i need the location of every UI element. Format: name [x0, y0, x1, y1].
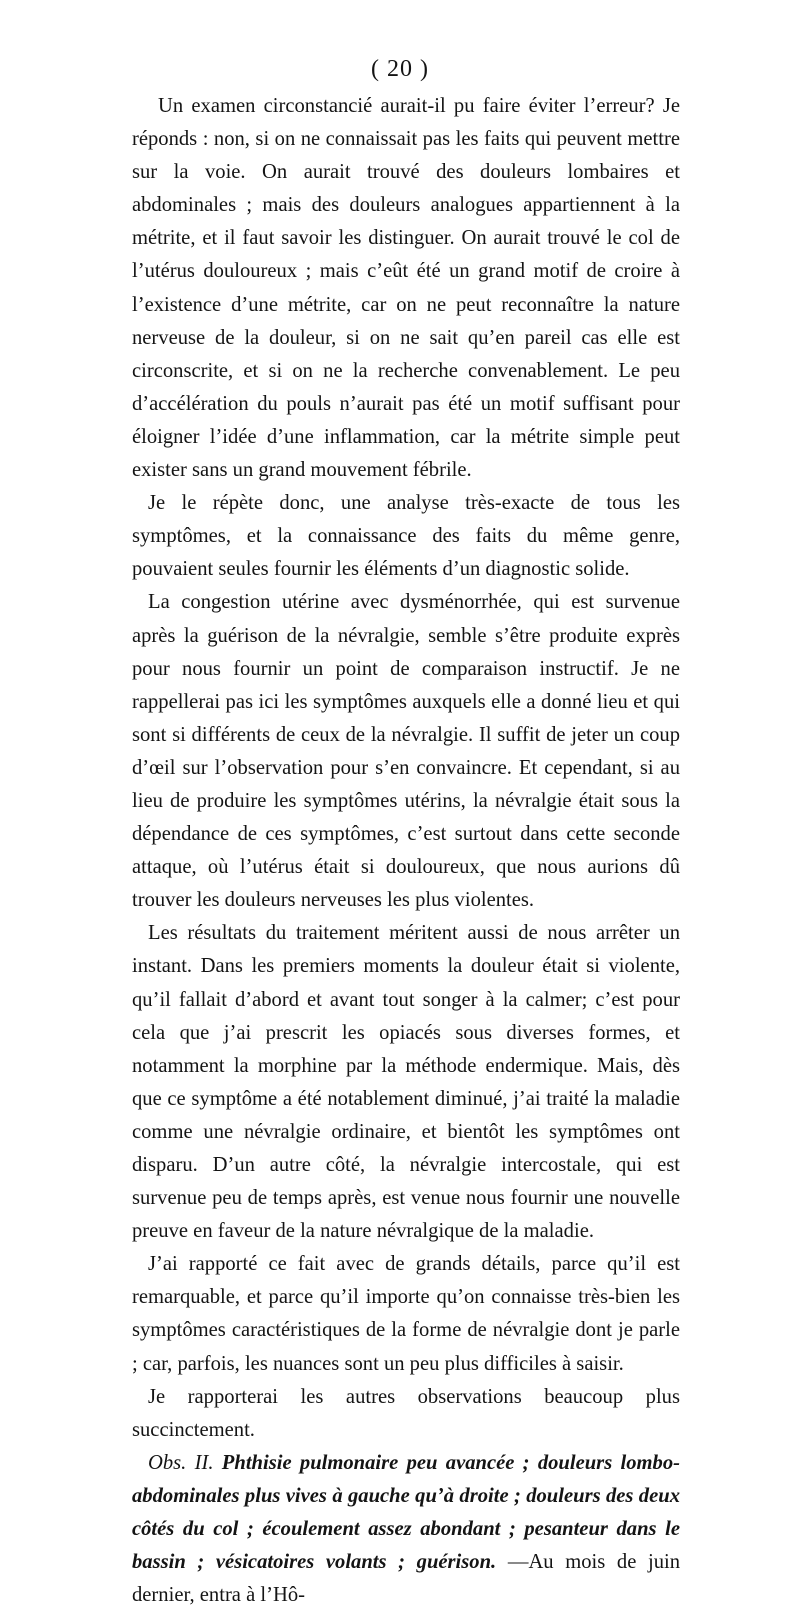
body-text: [132, 90, 680, 1612]
page-number: ( 20 ): [371, 56, 429, 82]
paragraph-traitement: Les résultats du traitement méritent aussi de nous arrêter un instant. Dans les premiers moments la douleur était si violente, qu’il fallait d’abord et avant tout songer à la calmer; c’est pour cela que j’ai prescrit les opiacés sous diverses formes, et notamment la morphine par la méthode endermique. Mais, dès que ce symptôme a été notablement diminué, j’ai traité la maladie comme une névralgie ordinaire, et bientôt les symptômes ont disparu. D’un autre côté, la névralgie intercostale, qui est survenue peu de temps après, est venue nous fournir une nouvelle preuve en faveur de la nature névralgique de la maladie.: [132, 922, 680, 1243]
observation-caption: Phthisie pulmonaire peu avancée ; douleurs lombo-abdominales plus vives à gauche qu’à droite ; douleurs des deux côtés du col ; écoulement assez abondant ; pesanteur dans le bassin ; vésicatoires volants ; guérison.: [132, 1451, 680, 1574]
paragraph-succinctement: Je rapporterai les autres observations beaucoup plus succinctement.: [132, 1385, 680, 1441]
paragraph-congestion: La congestion utérine avec dysménorrhée, qui est survenue après la guérison de la névralgie, semble s’être produite exprès pour nous fournir un point de comparaison instructif. Je ne rappellerai pas ici les symptômes auxquels elle a donné lieu et qui sont si différents de ceux de la névralgie. Il suffit de jeter un coup d’œil sur l’observation pour s’en convaincre. Et cependant, si au lieu de produire les symptômes utérins, la névralgie était sous la dépendance de ces symptômes, c’est surtout dans cette seconde attaque, où l’utérus était si douloureux, que nous aurions dû trouver les douleurs nerveuses les plus violentes.: [132, 591, 680, 912]
observation-text: —Au mois de juin dernier, entra à l’Hô-: [132, 1551, 681, 1607]
paragraph-rapporte: J’ai rapporté ce fait avec de grands détails, parce qu’il est remarquable, et parce qu’il importe qu’on connaisse très-bien les symptômes caractéristiques de la forme de névralgie dont je parle ; car, parfois, les nuances sont un peu plus difficiles à saisir.: [132, 1253, 680, 1375]
observation-label: Obs. II.: [148, 1451, 214, 1474]
paragraph-examen: Un examen circonstancié aurait-il pu faire éviter l’erreur? Je réponds : non, si on ne connaissait pas les faits qui peuvent mettre sur la voie. On aurait trouvé des douleurs lombaires et abdominales ; mais des douleurs analogues appartiennent à la métrite, et il faut savoir les distinguer. On aurait trouvé le col de l’utérus douloureux ; mais c’eût été un grand motif de croire à l’existence d’une métrite, car on ne peut reconnaître la nature nerveuse de la douleur, si on ne sait qu’en pareil cas elle est circonscrite, et si on ne la recherche convenablement. Le peu d’accélération du pouls n’aurait pas été un motif suffisant pour éloigner l’idée d’une inflammation, car la métrite simple peut exister sans un grand mouvement fébrile.: [132, 95, 680, 482]
paragraph-repete: Je le répète donc, une analyse très-exacte de tous les symptômes, et la connaissance des faits du même genre, pouvaient seules fournir les éléments d’un diagnostic solide.: [132, 492, 680, 581]
observation-heading: [132, 1447, 680, 1612]
